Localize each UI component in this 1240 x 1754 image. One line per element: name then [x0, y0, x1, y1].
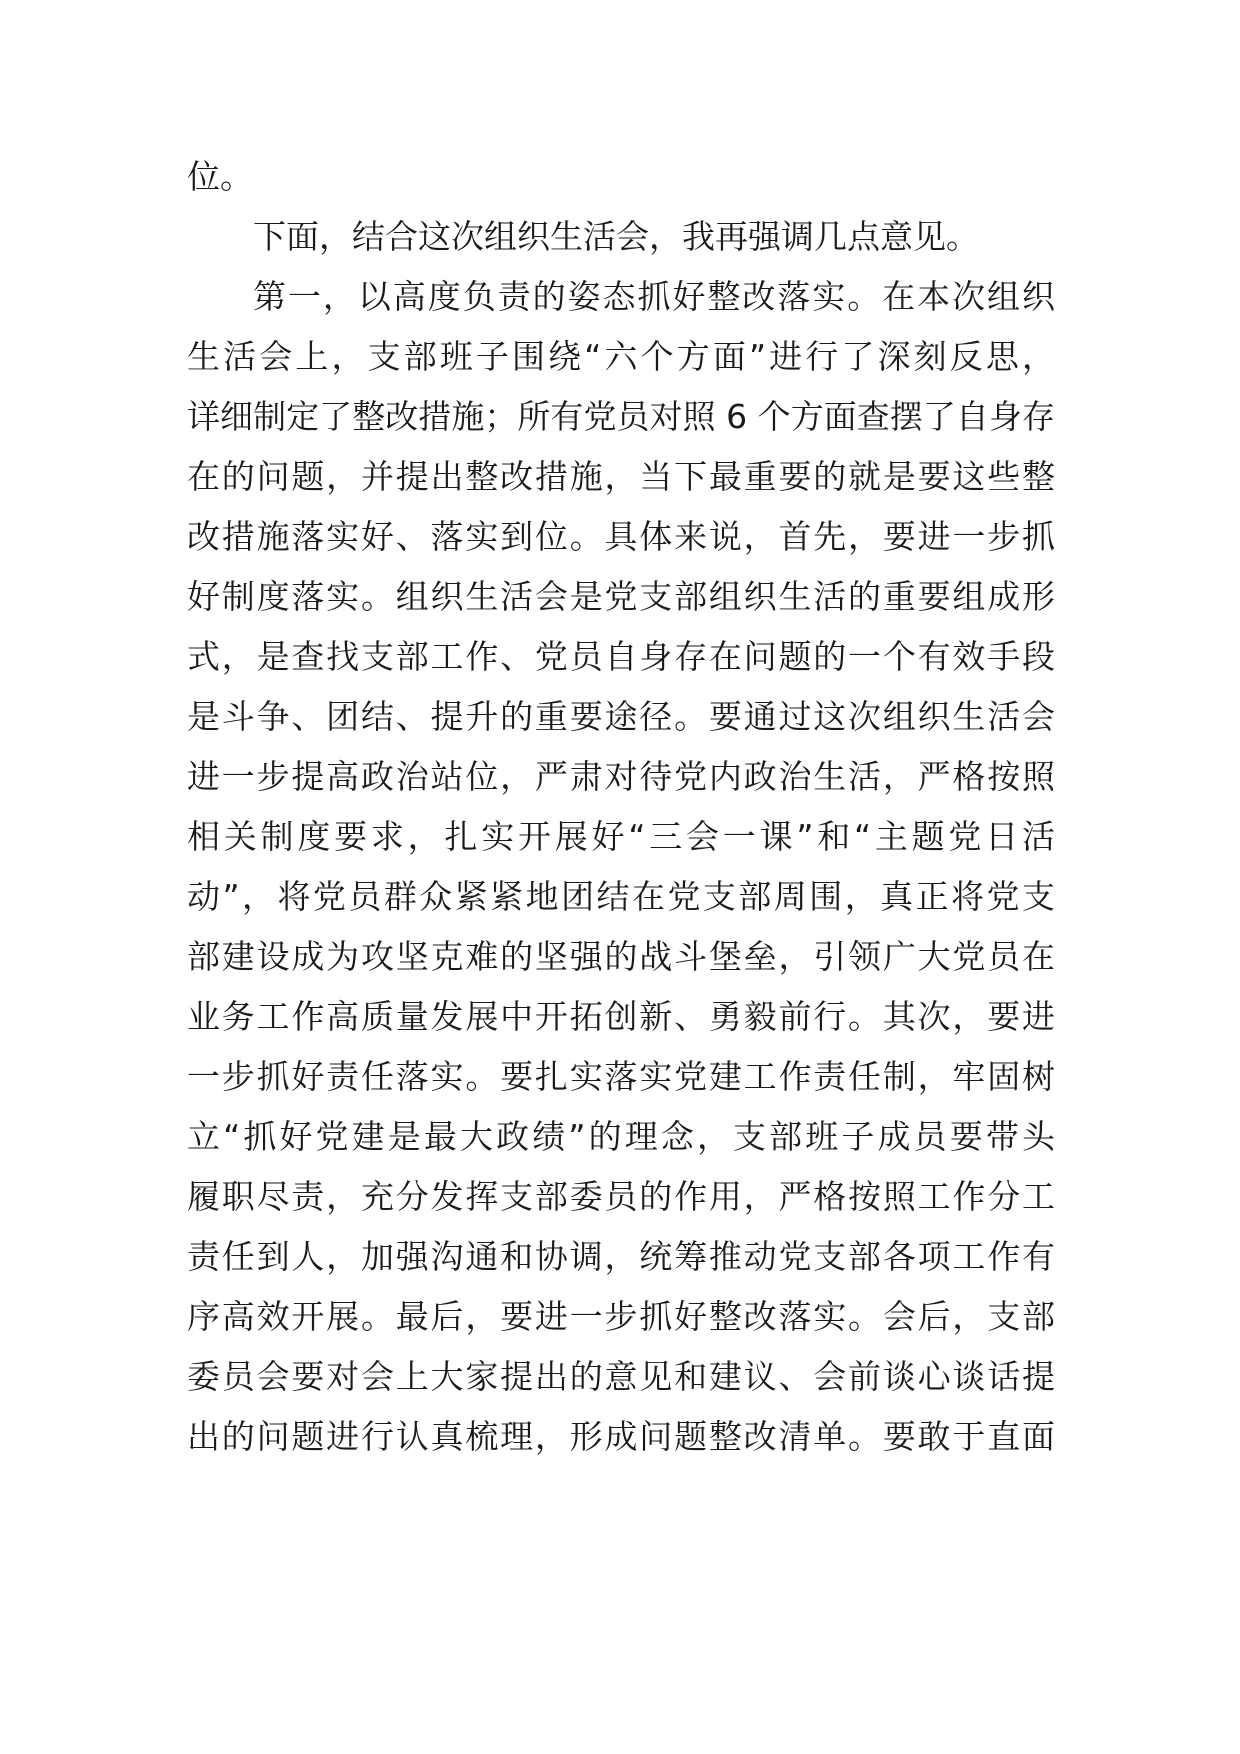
- text-line: 相关制度要求，扎实开展好“三会一课”和“主题党日活: [187, 817, 1055, 856]
- text-line: 履职尽责，充分发挥支部委员的作用，严格按照工作分工: [187, 1177, 1055, 1216]
- text-line: 序高效开展。最后，要进一步抓好整改落实。会后，支部: [187, 1297, 1055, 1336]
- text-line: 业务工作高质量发展中开拓创新、勇毅前行。其次，要进: [187, 997, 1055, 1036]
- text-line: 动”，将党员群众紧紧地团结在党支部周围，真正将党支: [187, 877, 1055, 916]
- text-line: 部建设成为攻坚克难的坚强的战斗堡垒，引领广大党员在: [187, 937, 1055, 976]
- text-line: 改措施落实好、落实到位。具体来说，首先，要进一步抓: [187, 517, 1055, 556]
- text-line: 立“抓好党建是最大政绩”的理念，支部班子成员要带头: [187, 1117, 1055, 1156]
- text-line: 进一步提高政治站位，严肃对待党内政治生活，严格按照: [187, 757, 1055, 796]
- paragraph-first-line: 第一，以高度负责的姿态抓好整改落实。在本次组织: [253, 277, 1055, 316]
- text-line: 出的问题进行认真梳理，形成问题整改清单。要敢于直面: [187, 1417, 1055, 1456]
- paragraph-first-line: 下面，结合这次组织生活会，我再强调几点意见。: [253, 217, 979, 256]
- text-line: 一步抓好责任落实。要扎实落实党建工作责任制，牢固树: [187, 1057, 1055, 1096]
- text-line: 委员会要对会上大家提出的意见和建议、会前谈心谈话提: [187, 1357, 1055, 1396]
- text-line: 生活会上，支部班子围绕“六个方面”进行了深刻反思，: [187, 337, 1055, 376]
- text-line: 式，是查找支部工作、党员自身存在问题的一个有效手段: [187, 637, 1055, 676]
- text-line: 责任到人，加强沟通和协调，统筹推动党支部各项工作有: [187, 1237, 1055, 1276]
- text-line: 位。: [187, 157, 253, 196]
- text-line: 好制度落实。组织生活会是党支部组织生活的重要组成形: [187, 577, 1055, 616]
- text-line: 在的问题，并提出整改措施，当下最重要的就是要这些整: [187, 457, 1055, 496]
- text-line: 详细制定了整改措施；所有党员对照 6 个方面查摆了自身存: [187, 397, 1055, 436]
- text-line: 是斗争、团结、提升的重要途径。要通过这次组织生活会: [187, 697, 1055, 736]
